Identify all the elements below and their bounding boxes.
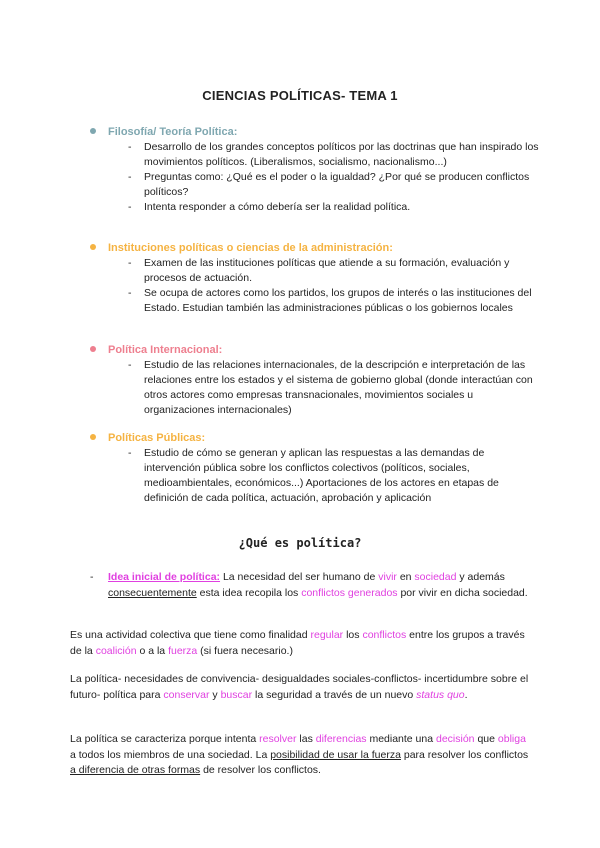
- text: que: [474, 733, 498, 745]
- bullet-list: [90, 446, 540, 506]
- text: los: [343, 629, 363, 641]
- highlight: vivir: [378, 571, 397, 583]
- bullet-list: [90, 358, 540, 418]
- section-filosofia: [90, 124, 540, 215]
- highlight: fuerza: [168, 644, 198, 657]
- section-politica-internacional: [90, 342, 540, 418]
- section-politicas-publicas: [90, 430, 540, 506]
- text: o a la: [136, 644, 169, 657]
- section-heading: [90, 342, 540, 358]
- highlight: decisión: [436, 733, 475, 745]
- document-title: CIENCIAS POLÍTICAS- TEMA 1: [202, 88, 398, 103]
- bullet-list: [90, 140, 540, 215]
- section-heading-text: Políticas Públicas:: [108, 432, 206, 444]
- text: Es una actividad colectiva que tiene como finalidad: [70, 629, 311, 641]
- list-item: - Estudio de cómo se generan y aplican las respuestas a las demandas de intervención pública sobre los conflictos colectivos (políticos, sociales, medioambientales, económicos...) Aportaciones de los actores en etapas de definición de cada política, actuación, aprobación y aplicación: [128, 447, 499, 504]
- highlight: resolver: [259, 733, 297, 745]
- highlight: diferencias: [315, 733, 367, 745]
- section-heading: [90, 240, 540, 256]
- list-item: - Intenta responder a cómo debería ser la realidad política.: [128, 201, 411, 213]
- section-heading: [90, 124, 540, 140]
- list-item-text: Estudio de las relaciones internacionales, de la descripción e interpretación de las relaciones entre los estados y el sistema de gobierno global (donde interactúan con otros actores como empresas transnacionales, movimientos sociales u organizaciones internacionales): [144, 359, 533, 416]
- list-item-text: Estudio de cómo se generan y aplican las respuestas a las demandas de intervención pública sobre los conflictos colectivos (políticos, sociales, medioambientales, económicos...) Aportaciones de los actores en etapas de definición de cada política, actuación, aprobación y aplicación: [144, 447, 499, 504]
- text: la seguridad a través de un nuevo: [252, 688, 417, 701]
- list-item-text: Examen de las instituciones políticas que atiende a su formación, evaluación y procesos de actuación.: [144, 257, 510, 284]
- highlight-italic: status quo: [416, 688, 465, 701]
- paragraph-idea-inicial: [90, 570, 548, 601]
- text: La necesidad del ser humano de: [220, 571, 379, 583]
- text: .: [464, 688, 468, 701]
- section-heading: [90, 430, 540, 446]
- bullet-list: [90, 256, 540, 316]
- section-subtitle: ¿Qué es política?: [238, 536, 362, 550]
- underlined-text: consecuentemente: [108, 586, 197, 599]
- text: y además: [456, 571, 505, 583]
- paragraph-actividad-colectiva: [70, 628, 530, 659]
- highlight: coalición: [95, 644, 137, 657]
- text: entre los grupos a través de la: [70, 629, 525, 657]
- text: de resolver los conflictos.: [200, 764, 321, 776]
- paragraph-convivencia: [70, 672, 530, 703]
- text: La política- necesidades de convivencia- desigualdades sociales-conflictos- incertidumbre sobre el futuro- política para: [70, 673, 529, 701]
- list-item: - Estudio de las relaciones internacionales, de la descripción e interpretación de las relaciones entre los estados y el sistema de gobierno global (donde interactúan con otros actores como empresas transnacionales, movimientos sociales u organizaciones internacionales): [128, 359, 533, 416]
- section-instituciones: [90, 240, 540, 316]
- list-item-text: Desarrollo de los grandes conceptos políticos por las doctrinas que han inspirado los movimientos políticos. (Liberalismos, socialismo, nacionalismo...): [144, 141, 539, 168]
- highlight: sociedad: [414, 571, 457, 583]
- highlight: buscar: [220, 688, 253, 701]
- bullet-icon: [90, 128, 96, 134]
- dash-marker: -: [90, 571, 94, 583]
- section-heading-text: Filosofía/ Teoría Política:: [108, 126, 238, 138]
- underlined-text: a diferencia de otras formas: [70, 764, 201, 776]
- text: para resolver los conflictos: [400, 748, 529, 761]
- paragraph-caracteriza: [70, 732, 530, 779]
- highlight: regular: [310, 629, 344, 641]
- list-item: - Se ocupa de actores como los partidos, los grupos de interés o las instituciones del Estado. Estudian también las administraciones públicas o los gobiernos locales: [128, 287, 532, 314]
- text: y: [209, 688, 221, 701]
- bullet-icon: [90, 434, 96, 440]
- section-heading-text: Política Internacional:: [108, 344, 223, 356]
- text: esta idea recopila los: [196, 586, 302, 599]
- text: las: [296, 733, 316, 745]
- list-item: - Examen de las instituciones políticas que atiende a su formación, evaluación y procesos de actuación.: [128, 257, 510, 284]
- bullet-icon: [90, 346, 96, 352]
- highlight: obliga: [497, 733, 526, 745]
- list-item-text: Preguntas como: ¿Qué es el poder o la igualdad? ¿Por qué se producen conflictos políticos?: [144, 171, 530, 198]
- list-item-text: Se ocupa de actores como los partidos, los grupos de interés o las instituciones del Estado. Estudian también las administraciones públicas o los gobiernos locales: [144, 287, 532, 314]
- highlight-label: Idea inicial de política:: [108, 571, 221, 583]
- list-item: - Desarrollo de los grandes conceptos políticos por las doctrinas que han inspirado los movimientos políticos. (Liberalismos, socialismo, nacionalismo...): [128, 141, 539, 168]
- highlight: conflictos: [362, 629, 407, 641]
- text: a todos los miembros de una sociedad. La: [70, 748, 271, 761]
- list-item-text: Intenta responder a cómo debería ser la realidad política.: [144, 201, 411, 213]
- highlight: conservar: [163, 688, 210, 701]
- bullet-icon: [90, 244, 96, 250]
- list-item: - Preguntas como: ¿Qué es el poder o la igualdad? ¿Por qué se producen conflictos políticos?: [128, 171, 530, 198]
- text: por vivir en dicha sociedad.: [397, 586, 528, 599]
- highlight: conflictos generados: [301, 586, 398, 599]
- text: mediante una: [366, 733, 436, 745]
- text: La política se caracteriza porque intenta: [70, 733, 260, 745]
- section-heading-text: Instituciones políticas o ciencias de la administración:: [108, 242, 393, 254]
- text: en: [396, 571, 415, 583]
- text: (si fuera necesario.): [197, 644, 293, 657]
- underlined-text: posibilidad de usar la fuerza: [270, 748, 401, 761]
